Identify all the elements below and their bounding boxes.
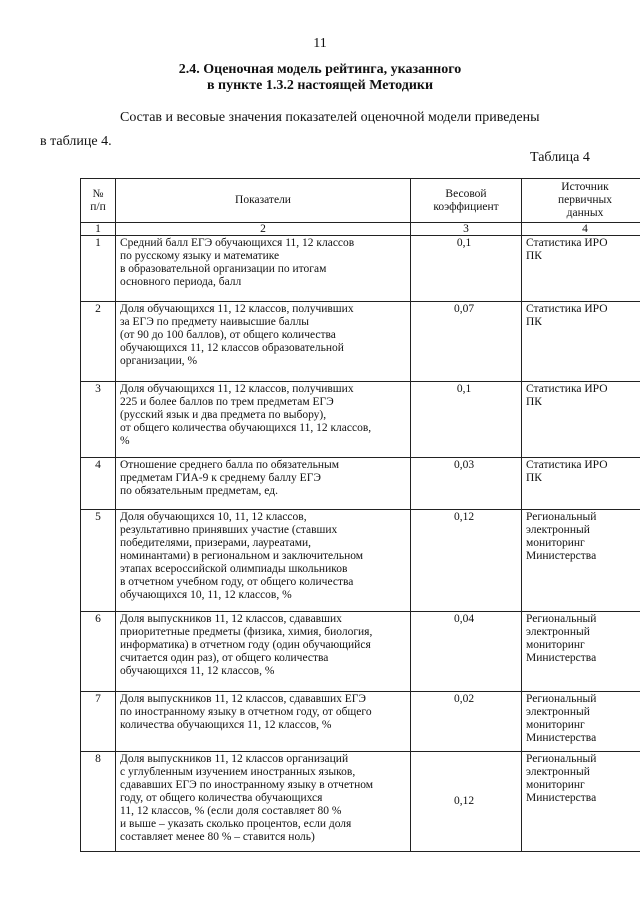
col-number: 1	[81, 223, 116, 236]
col-number: 3	[411, 223, 522, 236]
row-indicator: Доля обучающихся 11, 12 классов, получивших за ЕГЭ по предмету наивысшие баллы (от 90 до 100 баллов), от общего количества обучающихся 11, 12 классов образовательной организации, %	[116, 302, 411, 382]
row-indicator: Доля выпускников 11, 12 классов, сдававших приоритетные предметы (физика, химия, биология, информатика) в отчетном году (один обучающийся считается один раз), от общего количества обучающихся 11, 12 классов, %	[116, 612, 411, 692]
table-row	[81, 236, 640, 302]
row-num: 6	[81, 612, 116, 692]
heading-line-2: в пункте 1.3.2 настоящей Методики	[206, 78, 434, 93]
intro-line-1: Состав и весовые значения показателей оценочной модели приведены	[120, 110, 540, 125]
row-source: Статистика ИРО ПК	[522, 382, 640, 458]
table-header-row	[81, 179, 640, 223]
row-source: Статистика ИРО ПК	[522, 302, 640, 382]
row-source: Статистика ИРО ПК	[522, 458, 640, 510]
row-weight: 0,04	[411, 612, 522, 692]
header-weight: Весовой коэффициент	[411, 179, 522, 223]
row-source: Региональный электронный мониторинг Министерства	[522, 612, 640, 692]
column-number-row	[81, 223, 640, 236]
table-row	[81, 458, 640, 510]
row-source: Региональный электронный мониторинг Министерства	[522, 510, 640, 612]
intro-line-2: в таблице 4.	[40, 134, 112, 149]
row-weight: 0,07	[411, 302, 522, 382]
col-number: 2	[116, 223, 411, 236]
header-source: Источник первичных данных	[522, 179, 640, 223]
indicators-table	[80, 178, 640, 852]
table-row	[81, 692, 640, 752]
header-num: № п/п	[81, 179, 116, 223]
table-row	[81, 752, 640, 852]
row-num: 3	[81, 382, 116, 458]
row-weight: 0,1	[411, 236, 522, 302]
col-number: 4	[522, 223, 640, 236]
row-source: Региональный электронный мониторинг Министерства	[522, 752, 640, 852]
row-weight: 0,12	[411, 752, 522, 852]
row-num: 5	[81, 510, 116, 612]
row-source: Региональный электронный мониторинг Министерства	[522, 692, 640, 752]
row-indicator: Доля выпускников 11, 12 классов, сдававших ЕГЭ по иностранному языку в отчетном году, от общего количества обучающихся 11, 12 классов, %	[116, 692, 411, 752]
intro-paragraph	[40, 106, 594, 154]
header-indicator: Показатели	[116, 179, 411, 223]
row-indicator: Средний балл ЕГЭ обучающихся 11, 12 классов по русскому языку и математике в образовательной организации по итогам основного периода, балл	[116, 236, 411, 302]
heading-line-1: 2.4. Оценочная модель рейтинга, указанного	[178, 62, 462, 77]
row-weight: 0,12	[411, 510, 522, 612]
row-weight: 0,1	[411, 382, 522, 458]
table-row	[81, 302, 640, 382]
row-num: 8	[81, 752, 116, 852]
row-indicator: Отношение среднего балла по обязательным предметам ГИА-9 к среднему баллу ЕГЭ по обязательным предметам, ед.	[116, 458, 411, 510]
section-heading	[0, 62, 640, 94]
row-indicator: Доля обучающихся 10, 11, 12 классов, результативно принявших участие (ставших победителями, призерами, лауреатами, номинантами) в региональном и заключительном этапах всероссийской олимпиады школьников в отчетном учебном году, от общего количества обучающихся 10, 11, 12 классов, %	[116, 510, 411, 612]
row-num: 7	[81, 692, 116, 752]
row-num: 1	[81, 236, 116, 302]
table-row	[81, 612, 640, 692]
row-source: Статистика ИРО ПК	[522, 236, 640, 302]
page-number: 11	[313, 36, 327, 51]
row-weight: 0,03	[411, 458, 522, 510]
row-weight: 0,02	[411, 692, 522, 752]
table-caption: Таблица 4	[530, 150, 590, 165]
row-num: 4	[81, 458, 116, 510]
table-row	[81, 382, 640, 458]
table-row	[81, 510, 640, 612]
row-indicator: Доля выпускников 11, 12 классов организаций с углубленным изучением иностранных языков, сдававших ЕГЭ по иностранному языку в отчетном году, от общего количества обучающихся 11, 12 классов, % (если доля составляет 80 % и выше – указать сколько процентов, если доля составляет менее 80 % – ставится ноль)	[116, 752, 411, 852]
row-indicator: Доля обучающихся 11, 12 классов, получивших 225 и более баллов по трем предметам ЕГЭ (русский язык и два предмета по выбору), от общего количества обучающихся 11, 12 классов, %	[116, 382, 411, 458]
row-num: 2	[81, 302, 116, 382]
